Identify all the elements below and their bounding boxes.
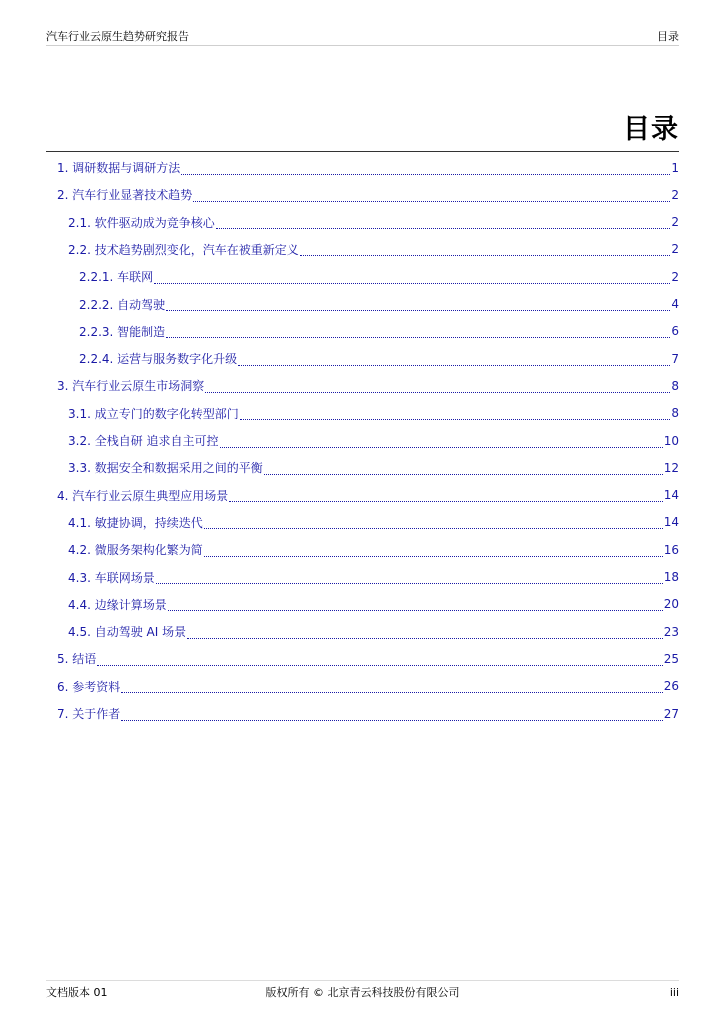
toc-entry[interactable] (57, 154, 679, 181)
toc-entry[interactable] (57, 372, 679, 399)
toc-entry-page: 14 (663, 488, 679, 503)
toc-entry-page: 27 (663, 706, 679, 721)
toc-entry[interactable] (57, 700, 679, 727)
toc-entry-label: 4. 汽车行业云原生典型应用场景 (57, 488, 229, 503)
toc-entry-page: 14 (663, 515, 679, 530)
toc-entry-label: 6. 参考资料 (57, 679, 121, 694)
toc-entry[interactable] (68, 209, 679, 236)
report-title: 汽车行业云原生趋势研究报告 (46, 30, 189, 43)
toc-entry-label: 5. 结语 (57, 652, 97, 667)
toc-entry-page: 23 (663, 624, 679, 639)
toc-entry[interactable] (57, 482, 679, 509)
toc-entry[interactable] (68, 400, 679, 427)
toc-dot-leader (121, 681, 662, 693)
toc-title-divider (46, 151, 679, 152)
toc-entry-label: 3. 汽车行业云原生市场洞察 (57, 379, 205, 394)
toc-dot-leader (166, 326, 670, 338)
toc-entry-page: 26 (663, 679, 679, 694)
toc-title: 目录 (623, 114, 679, 145)
toc-entry-label: 1. 调研数据与调研方法 (57, 161, 181, 175)
toc-entry-page: 2 (671, 269, 679, 284)
toc-entry[interactable] (79, 345, 679, 372)
toc-dot-leader (97, 654, 662, 666)
toc-entry-page: 4 (671, 297, 679, 311)
toc-entry-label: 4.3. 车联网场景 (68, 570, 155, 585)
toc-entry-label: 3.3. 数据安全和数据采用之间的平衡 (68, 461, 263, 476)
toc-entry[interactable] (79, 263, 679, 290)
toc-entry-label: 2.2.4. 运营与服务数字化升级 (79, 352, 238, 367)
toc-entry[interactable] (68, 509, 679, 536)
toc-entry[interactable] (79, 318, 679, 345)
toc-dot-leader (204, 517, 663, 529)
toc-dot-leader (216, 217, 671, 229)
header-divider (46, 45, 679, 46)
toc-entry-label: 2.2.1. 车联网 (79, 270, 154, 285)
toc-entry-page: 12 (663, 460, 679, 475)
section-name: 目录 (657, 30, 679, 43)
toc-entry-page: 6 (671, 324, 679, 339)
toc-entry-page: 20 (663, 597, 679, 612)
toc-entry-label: 2.2.2. 自动驾驶 (79, 297, 166, 312)
toc-entry-page: 7 (671, 351, 679, 366)
copyright-notice: 版权所有 © 北京青云科技股份有限公司 (265, 986, 460, 999)
toc-dot-leader (264, 463, 663, 475)
toc-entry-page: 2 (671, 187, 679, 202)
toc-dot-leader (240, 408, 671, 420)
page-header (46, 28, 679, 44)
page-footer (46, 984, 679, 1000)
toc-entry-page: 18 (663, 570, 679, 584)
toc-dot-leader (238, 354, 670, 366)
toc-entry-page: 25 (663, 651, 679, 666)
toc-entry-label: 2.1. 软件驱动成为竞争核心 (68, 215, 215, 230)
toc-entry[interactable] (68, 591, 679, 618)
toc-dot-leader (154, 272, 670, 284)
toc-dot-leader (187, 627, 663, 639)
toc-dot-leader (220, 436, 663, 448)
document-version: 文档版本 01 (46, 986, 108, 999)
toc-entry-page: 16 (663, 542, 679, 557)
toc-dot-leader (204, 545, 663, 557)
toc-entry-page: 1 (671, 160, 679, 175)
toc-entry[interactable] (68, 427, 679, 454)
toc-entry[interactable] (57, 673, 679, 700)
toc-entry-label: 4.5. 自动驾驶 AI 场景 (68, 625, 187, 640)
toc-entry[interactable] (57, 181, 679, 208)
toc-entry-page: 2 (671, 215, 679, 230)
toc-entry-page: 10 (663, 433, 679, 448)
toc-entry-page: 8 (671, 378, 679, 393)
toc-dot-leader (193, 190, 670, 202)
page-number: iii (669, 985, 679, 999)
toc-entry[interactable] (79, 291, 679, 318)
toc-dot-leader (156, 572, 663, 584)
toc-entry[interactable] (68, 236, 679, 263)
toc-entry-label: 4.2. 微服务架构化繁为简 (68, 543, 203, 558)
toc-entry-label: 4.1. 敏捷协调，持续迭代 (68, 515, 203, 530)
toc-entry[interactable] (68, 618, 679, 645)
toc-entry-label: 2. 汽车行业显著技术趋势 (57, 188, 193, 203)
toc-dot-leader (121, 709, 662, 721)
toc-entry-label: 3.1. 成立专门的数字化转型部门 (68, 406, 239, 421)
toc-dot-leader (229, 490, 662, 502)
toc-dot-leader (205, 381, 670, 393)
toc-entry-label: 2.2.3. 智能制造 (79, 324, 166, 339)
toc-entry[interactable] (68, 454, 679, 481)
toc-entry-label: 2.2. 技术趋势剧烈变化，汽车在被重新定义 (68, 242, 299, 257)
toc-entry-label: 7. 关于作者 (57, 707, 121, 721)
toc-dot-leader (300, 244, 671, 256)
toc-dot-leader (181, 163, 670, 175)
toc-entry[interactable] (68, 536, 679, 563)
toc-entry-page: 2 (671, 242, 679, 257)
toc-dot-leader (166, 299, 670, 311)
toc-dot-leader (168, 599, 663, 611)
toc-entry-label: 4.4. 边缘计算场景 (68, 597, 167, 612)
toc-entry[interactable] (57, 645, 679, 672)
toc-entry-label: 3.2. 全栈自研 追求自主可控 (68, 434, 219, 448)
toc-entry-page: 8 (671, 406, 679, 421)
footer-divider (46, 980, 679, 981)
toc-entry[interactable] (68, 564, 679, 591)
